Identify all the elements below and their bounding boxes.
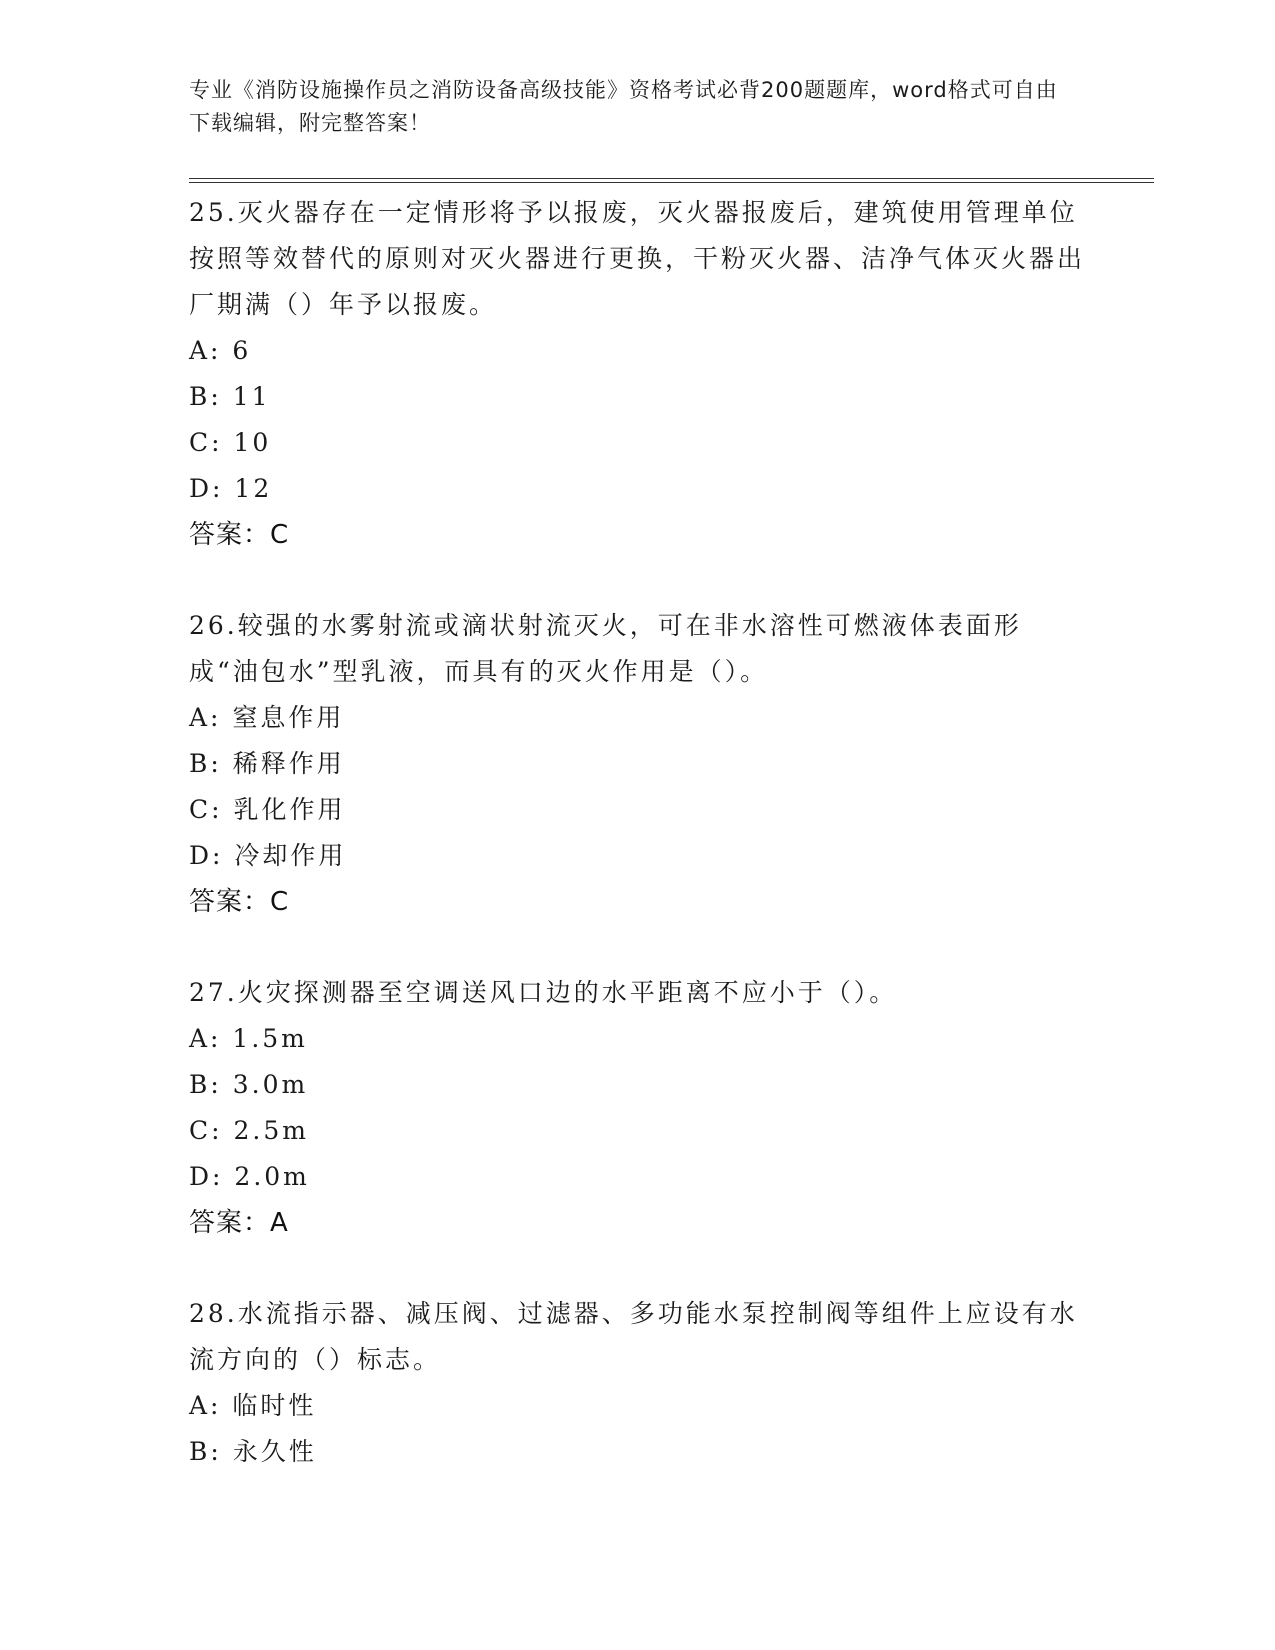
option-b: B: 永久性 bbox=[189, 1437, 317, 1466]
question-28 bbox=[189, 1291, 1089, 1475]
question-text: 25.灭火器存在一定情形将予以报废，灭火器报废后，建筑使用管理单位按照等效替代的原则对灭火器进行更换，干粉灭火器、洁净气体灭火器出厂期满（）年予以报废。 bbox=[189, 198, 1086, 319]
document-header: 专业《消防设施操作员之消防设备高级技能》资格考试必背200题题库，word格式可自由下载编辑，附完整答案！ bbox=[189, 78, 1058, 135]
option-b: B: 3.0m bbox=[189, 1070, 309, 1099]
option-d: D: 冷却作用 bbox=[189, 841, 347, 870]
option-d: D: 12 bbox=[189, 474, 273, 503]
answer-label: 答案：A bbox=[189, 1208, 289, 1238]
option-c: C: 乳化作用 bbox=[189, 795, 346, 824]
option-a: A: 临时性 bbox=[189, 1391, 317, 1420]
answer-label: 答案：C bbox=[189, 887, 290, 917]
option-b: B: 稀释作用 bbox=[189, 749, 345, 778]
option-d: D: 2.0m bbox=[189, 1162, 310, 1191]
answer-label: 答案：C bbox=[189, 520, 290, 550]
option-a: A: 1.5m bbox=[189, 1024, 308, 1053]
option-a: A: 窒息作用 bbox=[189, 703, 345, 732]
question-26 bbox=[189, 603, 1089, 925]
question-text: 28.水流指示器、减压阀、过滤器、多功能水泵控制阀等组件上应设有水流方向的（）标志。 bbox=[189, 1299, 1078, 1374]
question-25 bbox=[189, 190, 1089, 558]
option-a: A: 6 bbox=[189, 336, 252, 365]
option-b: B: 11 bbox=[189, 382, 271, 411]
question-text: 27.火灾探测器至空调送风口边的水平距离不应小于（）。 bbox=[189, 978, 898, 1007]
question-text: 26.较强的水雾射流或滴状射流灭火，可在非水溶性可燃液体表面形成“油包水”型乳液，而具有的灭火作用是（）。 bbox=[189, 611, 1022, 686]
option-c: C: 2.5m bbox=[189, 1116, 309, 1145]
question-27 bbox=[189, 970, 1089, 1246]
option-c: C: 10 bbox=[189, 428, 272, 457]
header-divider-bottom bbox=[189, 182, 1154, 183]
header-divider-top bbox=[189, 178, 1154, 179]
question-list bbox=[189, 190, 1089, 1520]
